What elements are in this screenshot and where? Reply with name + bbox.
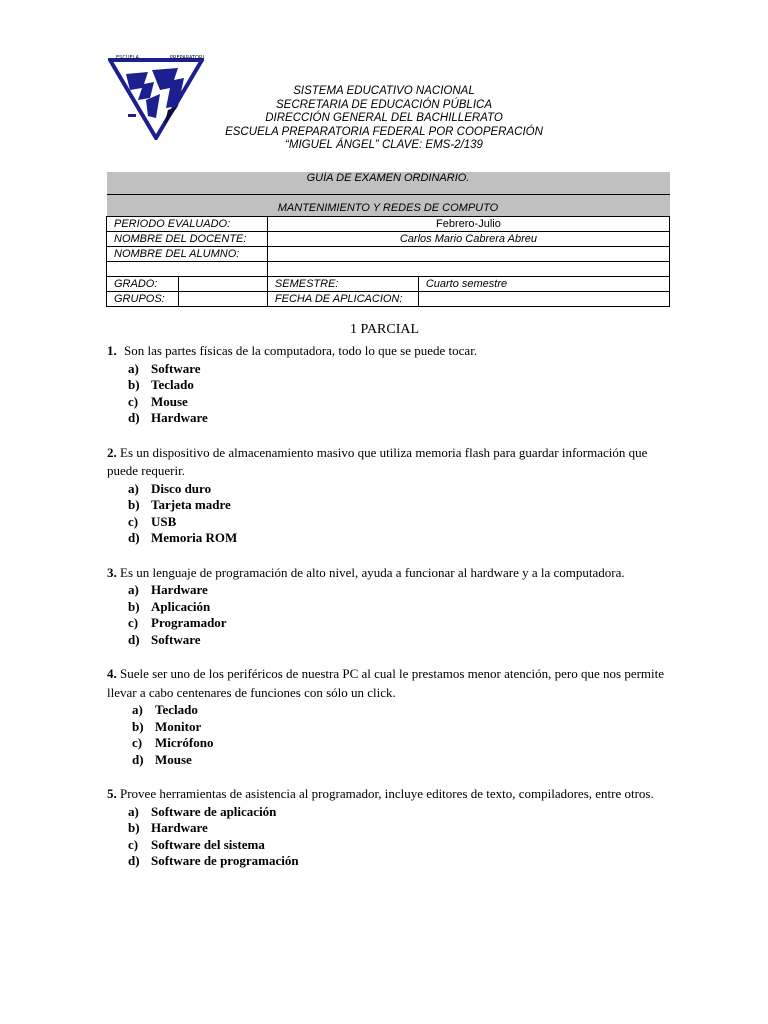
question-1 [107, 342, 667, 361]
option-item[interactable]: b) Hardware [128, 820, 208, 835]
header-line-3: DIRECCIÓN GENERAL DEL BACHILLERATO [265, 112, 503, 125]
guide-title: GUÍA DE EXAMEN ORDINARIO. [107, 172, 670, 195]
question-text: Es un lenguaje de programación de alto nivel, ayuda a funcionar al hardware y a la computadora. [120, 564, 625, 580]
exam-info-table [106, 172, 670, 307]
question-2 [107, 444, 667, 481]
question-5 [107, 785, 667, 804]
option-item[interactable]: c) Mouse [128, 393, 188, 409]
question-number: 2. [107, 444, 117, 460]
option-item[interactable]: c) USB [128, 513, 177, 529]
alumno-label: NOMBRE DEL ALUMNO: [107, 247, 268, 262]
question-text: Son las partes físicas de la computadora, todo lo que se puede tocar. [124, 343, 478, 358]
grupos-label: GRUPOS: [107, 292, 179, 307]
logo-text-right: PREPARATORIA [170, 55, 204, 61]
question-number: 3. [107, 564, 117, 580]
option-item[interactable]: a) Software [128, 360, 201, 376]
options-list-4 [107, 702, 667, 768]
header-line-2: SECRETARIA DE EDUCACIÓN PÚBLICA [276, 98, 492, 111]
option-item[interactable]: c) Software del sistema [128, 836, 265, 852]
blank-row-left [107, 262, 268, 277]
option-item[interactable]: c) Programador [128, 615, 227, 630]
logo-text-left: ESCUELA [116, 55, 139, 61]
question-number: 5. [107, 786, 117, 801]
option-item[interactable]: a) Teclado [132, 702, 198, 717]
fecha-field[interactable] [418, 292, 669, 307]
option-item[interactable]: d) Software [128, 631, 201, 647]
option-item[interactable]: d) Memoria ROM [128, 530, 238, 545]
document-header [150, 85, 618, 153]
option-item[interactable]: d) Hardware [128, 410, 208, 425]
option-item[interactable]: d) Software de programación [128, 853, 299, 868]
section-title: 1 PARCIAL [349, 322, 420, 337]
semestre-value: Cuarto semestre [418, 277, 669, 292]
question-number: 4. [107, 666, 117, 681]
grado-field[interactable] [178, 277, 267, 292]
option-item[interactable]: b) Teclado [128, 377, 194, 392]
grupos-field[interactable] [178, 292, 267, 307]
semestre-label: SEMESTRE: [267, 277, 418, 292]
option-item[interactable]: a) Software de aplicación [128, 803, 277, 819]
periodo-value: Febrero-Julio [267, 217, 669, 232]
exam-content [107, 322, 667, 870]
header-line-1: SISTEMA EDUCATIVO NACIONAL [293, 85, 475, 97]
question-text: Suele ser uno de los periféricos de nuestra PC al cual le prestamos menor atención, pero que nos permite llevar a cabo centenares de funciones con sólo un click. [107, 666, 665, 700]
options-list-1 [107, 361, 667, 427]
option-item[interactable]: b) Monitor [132, 718, 202, 734]
question-number: 1. [107, 343, 117, 358]
options-list-5 [107, 804, 667, 870]
fecha-label: FECHA DE APLICACION: [267, 292, 418, 307]
periodo-label: PERIODO EVALUADO: [107, 217, 268, 232]
option-item[interactable]: d) Mouse [132, 751, 192, 767]
docente-value: Carlos Mario Cabrera Abreu [267, 232, 669, 247]
option-item[interactable]: c) Micrófono [132, 735, 214, 750]
header-line-5: “MIGUEL ÁNGEL” CLAVE: EMS-2/139 [285, 139, 483, 152]
question-3 [107, 564, 667, 583]
question-4 [107, 665, 667, 702]
options-list-2 [107, 481, 667, 547]
subject-title: MANTENIMIENTO Y REDES DE COMPUTO [107, 195, 670, 217]
option-item[interactable]: b) Tarjeta madre [128, 497, 231, 512]
header-line-4: ESCUELA PREPARATORIA FEDERAL POR COOPERACIÓN [225, 125, 543, 138]
option-item[interactable]: a) Hardware [128, 582, 208, 597]
alumno-field[interactable] [267, 247, 669, 262]
grado-label: GRADO: [107, 277, 179, 292]
options-list-3 [107, 582, 667, 648]
question-text: Es un dispositivo de almacenamiento masivo que utiliza memoria flash para guardar información que puede requerir. [107, 444, 648, 478]
question-text: Provee herramientas de asistencia al programador, incluye editores de texto, compiladores, entre otros. [120, 786, 654, 801]
option-item[interactable]: a) Disco duro [128, 480, 212, 496]
option-item[interactable]: b) Aplicación [128, 598, 211, 614]
blank-row-right[interactable] [267, 262, 669, 277]
docente-label: NOMBRE DEL DOCENTE: [107, 232, 268, 247]
